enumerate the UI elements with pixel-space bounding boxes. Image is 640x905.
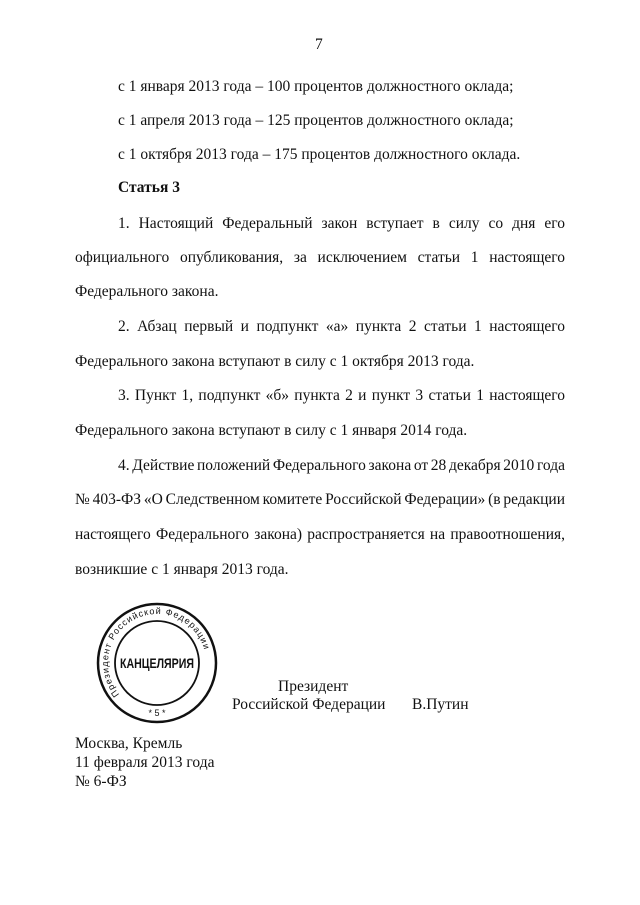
footer-date: 11 февраля 2013 года <box>75 754 215 771</box>
official-stamp <box>96 602 218 724</box>
signature-title-line-1: Президент <box>278 678 349 695</box>
stamp-number: * 5 * <box>148 708 166 718</box>
paragraph-4-line-4: возникшие с 1 января 2013 года. <box>75 561 289 578</box>
signature-title-line-2: Российской Федерации <box>232 696 386 713</box>
paragraph-4-line-3: настоящего Федерального закона) распространяется на правоотношения, <box>75 526 565 543</box>
paragraph-1-line-1: 1. Настоящий Федеральный закон вступает в силу со дня его <box>118 215 565 232</box>
footer-law-number: № 6-ФЗ <box>75 773 127 790</box>
paragraph-4-line-2: № 403-ФЗ «О Следственном комитете Российской Федерации» (в редакции <box>75 491 565 508</box>
paragraph-3-line-1: 3. Пункт 1, подпункт «б» пункта 2 и пункт 3 статьи 1 настоящего <box>118 387 565 404</box>
stamp-ring-text: Президент Российской Федерации <box>99 605 213 700</box>
paragraph-1-line-2: официального опубликования, за исключением статьи 1 настоящего <box>75 249 565 266</box>
paragraph-1-line-3: Федерального закона. <box>75 283 219 300</box>
footer-place: Москва, Кремль <box>75 735 183 752</box>
paragraph-4-line-1: 4. Действие положений Федерального закона от 28 декабря 2010 года <box>118 457 565 474</box>
page-number: 7 <box>315 36 323 53</box>
signature-name: В.Путин <box>412 696 469 713</box>
paragraph-3-line-2: Федерального закона вступают в силу с 1 января 2014 года. <box>75 422 468 439</box>
stamp-center-text: КАНЦЕЛЯРИЯ <box>120 655 194 671</box>
salary-line-3: с 1 октября 2013 года – 175 процентов должностного оклада. <box>118 146 521 163</box>
article-heading: Статья 3 <box>118 179 180 196</box>
paragraph-2-line-2: Федерального закона вступают в силу с 1 октября 2013 года. <box>75 353 475 370</box>
paragraph-2-line-1: 2. Абзац первый и подпункт «а» пункта 2 статьи 1 настоящего <box>118 318 565 335</box>
salary-line-2: с 1 апреля 2013 года – 125 процентов должностного оклада; <box>118 112 514 129</box>
salary-line-1: с 1 января 2013 года – 100 процентов должностного оклада; <box>118 78 514 95</box>
